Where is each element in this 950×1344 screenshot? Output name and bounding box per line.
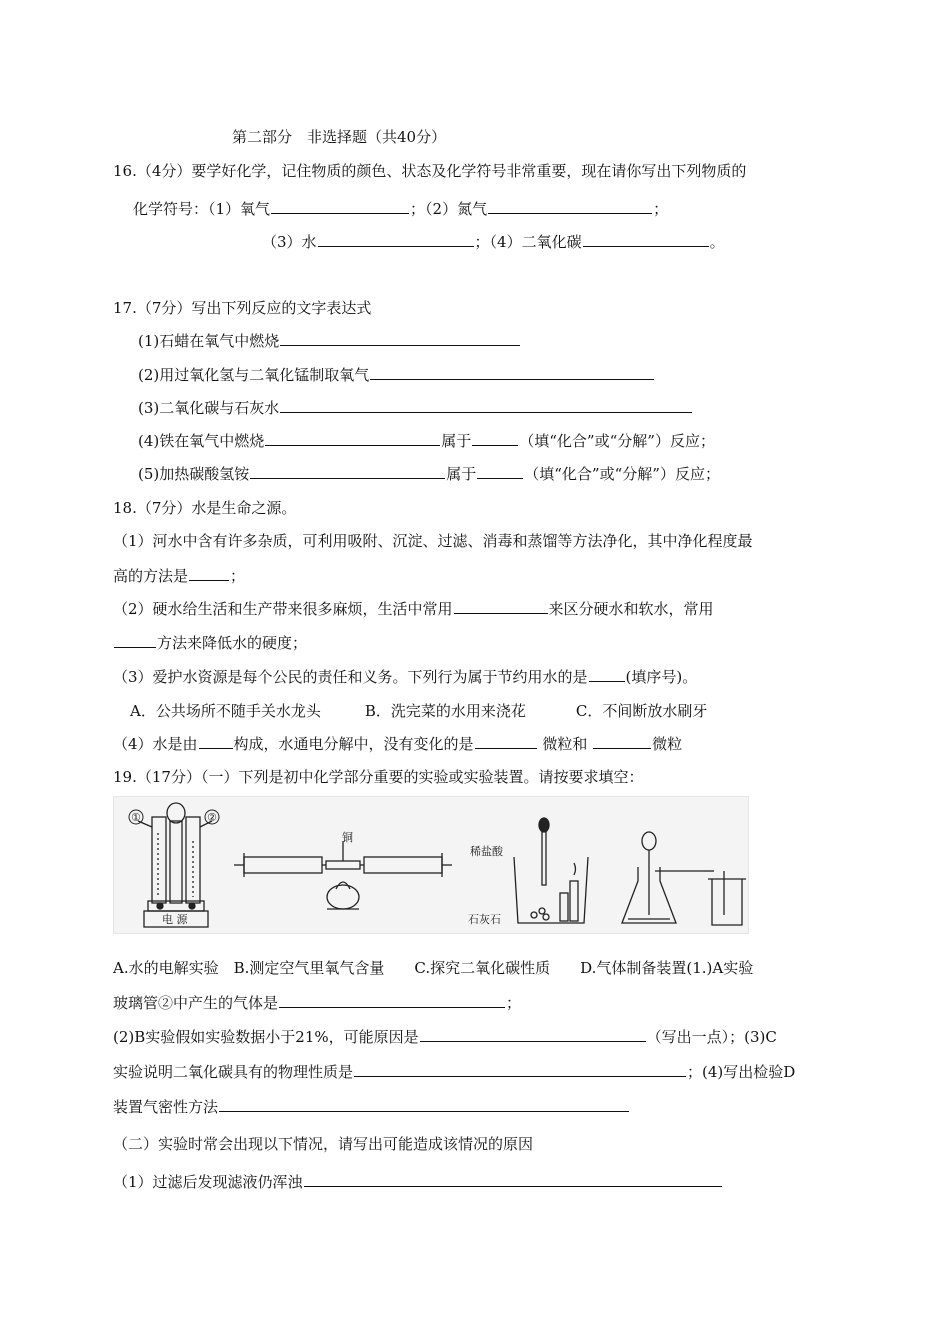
q16-oxygen-label: 化学符号：（1）氧气 — [133, 200, 271, 218]
q19-title — [113, 767, 643, 787]
text: 来区分硬水和软水，常用 — [548, 600, 714, 618]
label-power: 电 源 — [162, 913, 188, 926]
answer-blank[interactable] — [472, 431, 518, 446]
belongs-label: 属于 — [441, 432, 472, 450]
beaker-apparatus — [514, 818, 588, 923]
text: 高的方法是 — [113, 567, 189, 585]
label-acid: 稀盐酸 — [470, 845, 503, 858]
item-label: (1)石蜡在氧气中燃烧 — [138, 332, 280, 350]
text: 微粒 — [652, 735, 683, 753]
q19-line5 — [113, 1097, 630, 1117]
q17-title: 17.（7分）写出下列反应的文字表达式 — [113, 299, 372, 317]
answer-blank[interactable] — [271, 199, 409, 214]
answer-blank[interactable] — [114, 633, 156, 648]
answer-blank[interactable] — [454, 599, 548, 614]
answer-blank[interactable] — [354, 1062, 686, 1077]
answer-blank[interactable] — [280, 398, 692, 413]
text: （3）爱护水资源是每个公民的责任和义务。下列行为属于节约用水的是 — [113, 668, 588, 686]
answer-blank[interactable] — [318, 232, 474, 247]
q19-part2: （二）实验时常会出现以下情况，请写出可能造成该情况的原因 — [113, 1135, 534, 1153]
text: 方法来降低水的硬度； — [157, 634, 308, 652]
label-1: ① — [131, 811, 141, 824]
punct: ； — [653, 200, 669, 218]
figure-caption: A.水的电解实验 B.测定空气里氧气含量 C.探究二氧化碳性质 D.气体制备装置(1.)A实验 — [113, 959, 754, 977]
text: （1）过滤后发现滤液仍浑浊 — [113, 1173, 303, 1191]
text: (填序号)。 — [625, 668, 698, 686]
text: （17分）（一）下列是初中化学部分重要的实验或实验装置。请按要求填空： — [136, 768, 644, 786]
text: （2）硬水给生活和生产带来很多麻烦，生活中常用 — [113, 600, 453, 618]
syringe-apparatus — [234, 841, 452, 909]
q18-p4 — [113, 734, 682, 754]
electrolysis-apparatus — [138, 803, 212, 927]
q18-options — [130, 701, 707, 721]
belongs-label: 属于 — [446, 465, 477, 483]
item-label: (3)二氧化碳与石灰水 — [138, 399, 280, 417]
answer-blank[interactable] — [250, 464, 445, 479]
punct: ； — [230, 567, 246, 585]
text: (2)B实验假如实验数据小于21%，可能原因是 — [113, 1028, 419, 1046]
q-number: 19. — [113, 768, 137, 786]
q18-p2c — [113, 633, 307, 653]
answer-blank[interactable] — [475, 734, 537, 749]
q17-item5 — [138, 464, 720, 484]
fill-note: （填“化合”或“分解”）反应； — [519, 432, 715, 450]
text: 微粒和 — [537, 735, 593, 753]
q18-p3 — [113, 667, 697, 687]
q18-p1b — [113, 566, 245, 586]
fill-note: （填“化合”或“分解”）反应； — [524, 465, 720, 483]
q18-p2 — [113, 599, 714, 619]
q18-title: 18.（7分）水是生命之源。 — [113, 499, 297, 517]
apparatus-figure — [113, 796, 749, 934]
q17-item3 — [138, 398, 693, 418]
q16-line3 — [262, 232, 725, 252]
text: ；(4)写出检验D — [687, 1063, 796, 1081]
answer-blank[interactable] — [420, 1027, 646, 1042]
option-c: C．不间断放水刷牙 — [575, 702, 708, 720]
answer-blank[interactable] — [370, 365, 654, 380]
answer-blank[interactable] — [265, 431, 440, 446]
q19-line3 — [113, 1027, 777, 1047]
punct: ； — [506, 994, 522, 1012]
answer-blank[interactable] — [279, 993, 505, 1008]
answer-blank[interactable] — [593, 734, 651, 749]
answer-blank[interactable] — [219, 1097, 629, 1112]
answer-blank[interactable] — [477, 464, 523, 479]
text: （写出一点）；(3)C — [646, 1028, 777, 1046]
label-limestone: 石灰石 — [468, 913, 501, 926]
q19-line4 — [113, 1062, 795, 1082]
item-label: (2)用过氧化氢与二氧化锰制取氧气 — [138, 366, 370, 384]
q19-line2 — [113, 993, 521, 1013]
q17-item4 — [138, 431, 715, 451]
q16-water-label: （3）水 — [262, 233, 317, 251]
q16-line2 — [133, 199, 668, 219]
text: 玻璃管②中产生的气体是 — [113, 994, 279, 1012]
option-b: B．洗完菜的水用来浇花 — [364, 702, 526, 720]
label-2: ② — [207, 811, 217, 824]
text: 实验说明二氧化碳具有的物理性质是 — [113, 1063, 354, 1081]
answer-blank[interactable] — [488, 199, 652, 214]
text: 构成，水通电分解中，没有变化的是 — [233, 735, 474, 753]
answer-blank[interactable] — [189, 566, 229, 581]
answer-blank[interactable] — [583, 232, 709, 247]
answer-blank[interactable] — [304, 1172, 722, 1187]
text: 装置气密性方法 — [113, 1098, 219, 1116]
answer-blank[interactable] — [589, 667, 625, 682]
gas-apparatus — [622, 832, 746, 925]
item-label: (5)加热碳酸氢铵 — [138, 465, 250, 483]
q19-part2-item1 — [113, 1172, 723, 1192]
answer-blank[interactable] — [280, 331, 520, 346]
label-copper: 铜 — [342, 831, 353, 844]
q16-nitrogen-label: ；（2）氮气 — [410, 200, 488, 218]
punct: 。 — [709, 233, 725, 251]
apparatus-drawing — [114, 797, 748, 933]
part-title: 第二部分 非选择题（共40分） — [232, 128, 447, 146]
q17-item2 — [138, 365, 655, 385]
q18-p1a: （1）河水中含有许多杂质，可利用吸附、沉淀、过滤、消毒和蒸馏等方法净化，其中净化程度最 — [113, 532, 753, 550]
q16-co2-label: ；（4）二氧化碳 — [474, 233, 582, 251]
answer-blank[interactable] — [199, 734, 233, 749]
option-a: A．公共场所不随手关水龙头 — [130, 702, 321, 720]
q17-item1 — [138, 331, 521, 351]
q16-stem: 16.（4分）要学好化学，记住物质的颜色、状态及化学符号非常重要，现在请你写出下列物质的 — [113, 162, 747, 180]
text: （4）水是由 — [113, 735, 198, 753]
item-label: (4)铁在氧气中燃烧 — [138, 432, 265, 450]
